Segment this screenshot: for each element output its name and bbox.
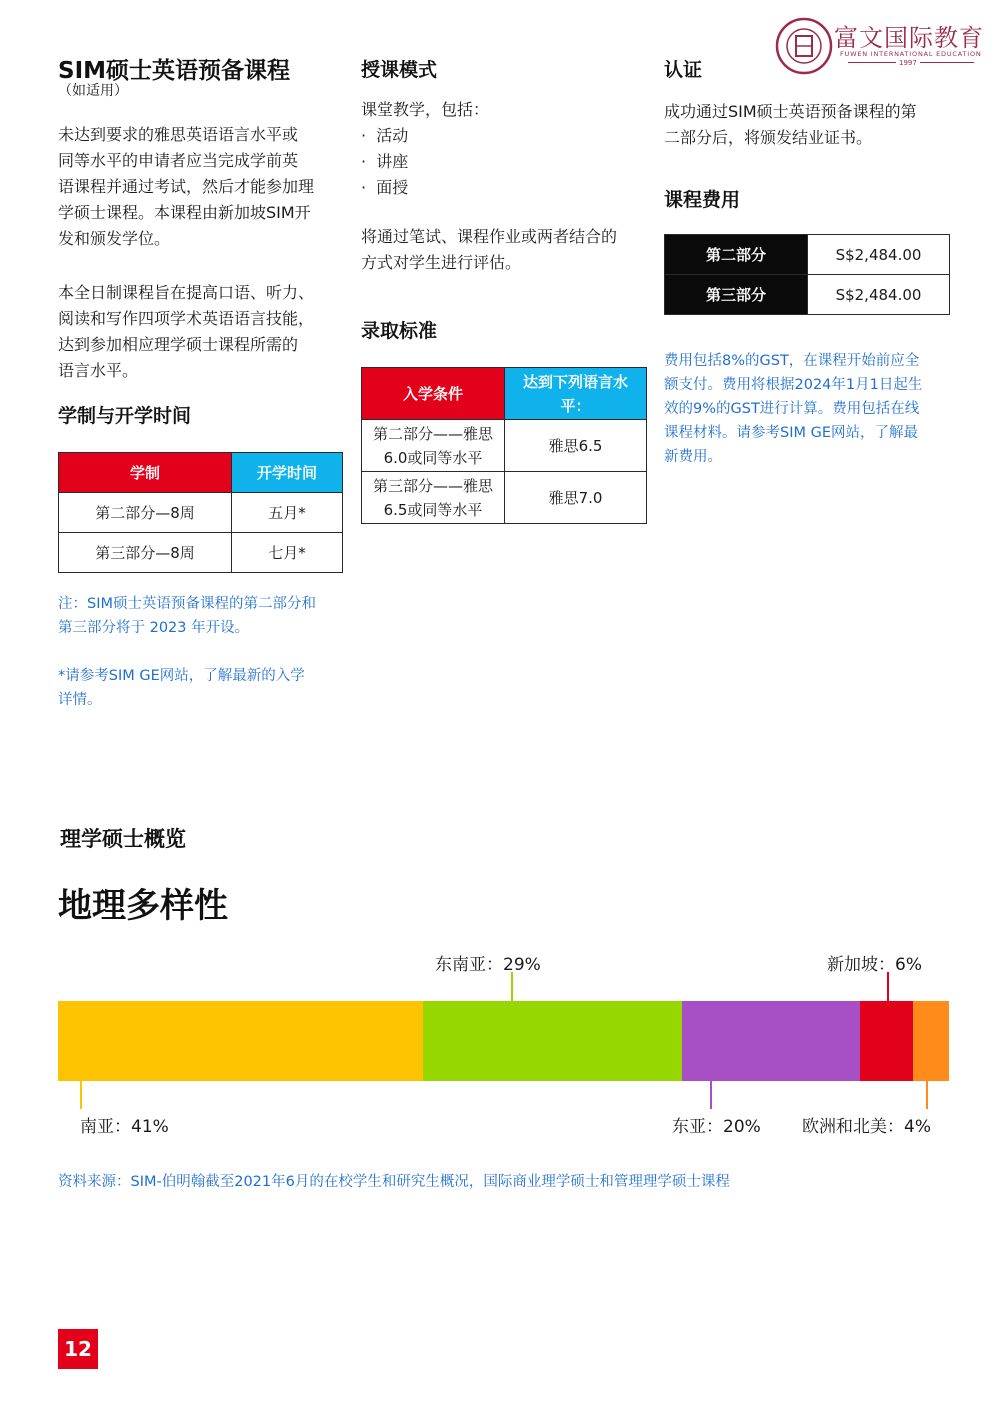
table-row: 第三部分—8周 七月* [59, 533, 343, 573]
admission-heading: 录取标准 [361, 320, 438, 342]
brand-logo [774, 16, 994, 76]
teaching-mode-intro: 课堂教学，包括： [361, 100, 490, 119]
bar-leader-line [511, 972, 513, 1001]
fee-note: 费用包括8%的GST，在课程开始前应全 额支付。费用将根据2024年1月1日起生 效的9%的GST进行计算。费用包括在线 课程材料。请参考SIM GE网站，了解最 新费用。 [664, 353, 923, 465]
bar-label: 欧洲和北美：4% [802, 1117, 931, 1137]
brand-english: FUWEN INTERNATIONAL EDUCATION [840, 50, 982, 58]
source-note: 资料来源：SIM-伯明翰截至2021年6月的在校学生和研究生概况，国际商业理学硕士和管理理学硕士课程 [58, 1174, 730, 1190]
seal-icon [774, 16, 836, 78]
table-row: 第二部分—8周 五月* [59, 493, 343, 533]
bar-segment-2 [423, 1001, 682, 1081]
bar-leader-line [80, 1081, 82, 1109]
bar-label: 南亚：41% [80, 1117, 169, 1137]
table-row: 第二部分 S$2,484.00 [665, 235, 950, 275]
bar-label: 东南亚：29% [435, 955, 541, 975]
bar-segment-4 [860, 1001, 914, 1081]
english-prep-title: SIM硕士英语预备课程 [58, 58, 291, 84]
bar-leader-line [926, 1081, 928, 1109]
bar-leader-line [887, 972, 889, 1001]
bar-label: 新加坡：6% [827, 955, 922, 975]
overview-heading: 理学硕士概览 [60, 827, 186, 851]
schedule-header-start: 开学时间 [232, 453, 343, 493]
table-row: 第二部分——雅思6.0或同等水平 雅思6.5 [362, 420, 647, 472]
admission-header-condition: 入学条件 [362, 368, 505, 420]
admission-table [361, 367, 647, 524]
schedule-note: 注：SIM硕士英语预备课程的第二部分和 第三部分将于 2023 年开设。 [58, 596, 316, 636]
schedule-header-duration: 学制 [59, 453, 232, 493]
admission-header-level: 达到下列语言水平： [505, 368, 647, 420]
bar-segment-5 [913, 1001, 949, 1081]
bar-segment-3 [682, 1001, 861, 1081]
teaching-mode-heading: 授课模式 [361, 59, 438, 81]
website-note: *请参考SIM GE网站，了解最新的入学 详情。 [58, 668, 305, 708]
diversity-heading: 地理多样性 [58, 886, 228, 926]
bar-label: 东亚：20% [672, 1117, 761, 1137]
bar-leader-line [710, 1081, 712, 1109]
page-number: 12 [58, 1329, 98, 1369]
table-row: 第三部分——雅思6.5或同等水平 雅思7.0 [362, 472, 647, 524]
list-item: · 面授 [361, 178, 409, 197]
assessment-text: 将通过笔试、课程作业或两者结合的 方式对学生进行评估。 [361, 227, 618, 272]
table-row: 第三部分 S$2,484.00 [665, 275, 950, 315]
teaching-mode-list [361, 123, 408, 201]
english-prep-description: 未达到要求的雅思英语语言水平或 同等水平的申请者应当完成学前英 语课程并通过考试，然后才能参加理 学硕士课程。本课程由新加坡SIM开 发和颁发学位。 [58, 125, 315, 248]
schedule-heading: 学制与开学时间 [58, 405, 192, 427]
list-item: · 讲座 [361, 152, 409, 171]
certification-text: 成功通过SIM硕士英语预备课程的第 二部分后，将颁发结业证书。 [664, 102, 917, 147]
brand-name: 富文国际教育 [834, 24, 984, 52]
brand-year: 1997 [896, 59, 920, 67]
fee-heading: 课程费用 [664, 189, 741, 211]
english-prep-subtitle: （如适用） [58, 83, 128, 99]
bar-segment-1 [58, 1001, 424, 1081]
english-prep-goal: 本全日制课程旨在提高口语、听力、 阅读和写作四项学术英语语言技能， 达到参加相应理学硕士课程所需的 语言水平。 [58, 283, 315, 380]
schedule-table [58, 452, 343, 573]
list-item: · 活动 [361, 126, 409, 145]
fee-table [664, 234, 950, 315]
certification-heading: 认证 [664, 59, 703, 81]
